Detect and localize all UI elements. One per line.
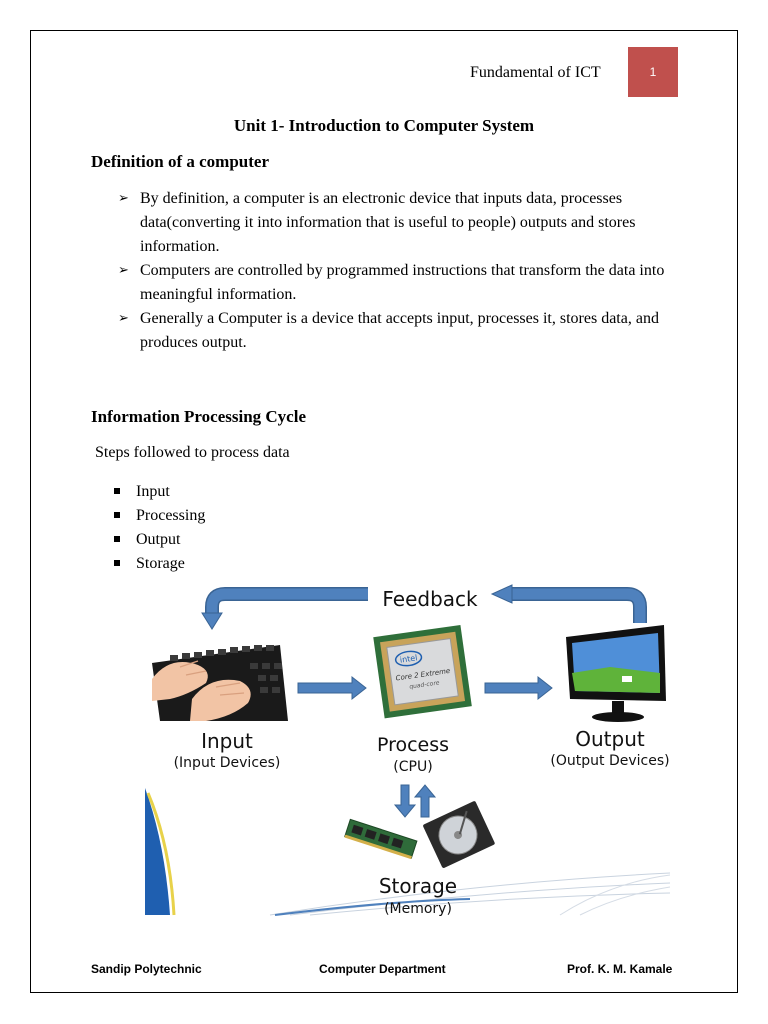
input-label: Input [201,729,253,753]
cycle-heading: Information Processing Cycle [91,407,306,426]
hard-disk-icon [422,801,495,869]
arrow-bullet-icon: ➢ [118,191,129,206]
footer-institution: Sandip Polytechnic [91,962,202,976]
flow-arrow-icon [298,677,366,699]
storage-sub-label: (Memory) [384,901,452,917]
list-item [118,187,680,259]
list-item [118,259,680,307]
process-label: Process [376,734,450,756]
processing-cycle-diagram [140,583,675,918]
step-label: Storage [136,555,185,572]
input-sub-label: (Input Devices) [173,755,281,771]
definition-list [118,187,680,355]
monitor-icon [566,625,666,722]
definition-text: Generally a Computer is a device that accepts input, processes it, stores data, and produces output. [140,310,659,351]
output-sub-label: (Output Devices) [550,753,670,769]
definition-text: Computers are controlled by programmed instructions that transform the data into meaningful information. [140,262,665,303]
steps-list [114,480,205,576]
list-item [118,307,680,355]
list-item [114,504,205,528]
definition-heading: Definition of a computer [91,152,270,171]
chip-brand: intel [399,653,418,665]
arrow-bullet-icon: ➢ [118,263,129,278]
step-label: Processing [136,507,206,524]
chip-sub: quad-core [408,679,440,691]
unit-title: Unit 1- Introduction to Computer System [233,116,535,135]
square-bullet-icon [114,512,120,518]
footer-department: Computer Department [319,962,446,976]
list-item [114,480,205,504]
step-label: Input [136,483,170,500]
feedback-label: Feedback [382,587,478,611]
footer-author: Prof. K. M. Kamale [567,962,673,976]
ram-icon [344,819,416,859]
page-number-badge: 1 [628,47,678,97]
definition-text: By definition, a computer is an electronic device that inputs data, processes data(converting it into information that is useful to people) outputs and stores information. [140,190,636,255]
arrow-bullet-icon: ➢ [118,311,129,326]
list-item [114,528,205,552]
list-item [114,552,205,576]
keyboard-icon [152,645,288,721]
steps-intro: Steps followed to process data [95,444,290,461]
step-label: Output [136,531,181,548]
output-label: Output [575,727,645,751]
cpu-chip-icon [373,625,472,718]
square-bullet-icon [114,488,120,494]
storage-label: Storage [378,874,458,898]
process-sub-label: (CPU) [393,759,433,775]
square-bullet-icon [114,536,120,542]
exchange-arrows-icon [395,785,435,817]
flow-arrow-icon [485,677,552,699]
square-bullet-icon [114,560,120,566]
chip-model: Core 2 Extreme [395,666,451,683]
header-title: Fundamental of ICT [470,64,601,81]
